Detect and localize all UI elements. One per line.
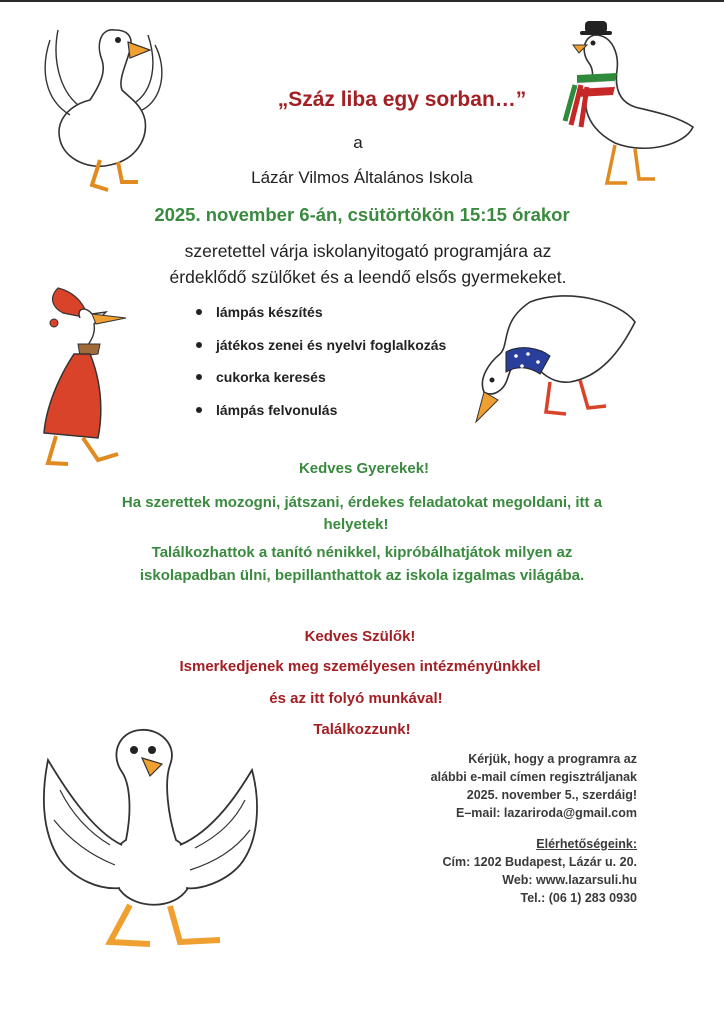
contact-website: Web: www.lazarsuli.hu bbox=[502, 873, 637, 887]
bullet-icon bbox=[196, 342, 202, 348]
goose-illustration-bottom-left bbox=[30, 720, 280, 960]
bullet-icon bbox=[196, 309, 202, 315]
school-name: Lázár Vilmos Általános Iskola bbox=[251, 168, 473, 187]
parents-line-1: Ismerkedjenek meg személyesen intézményünkkel bbox=[179, 658, 541, 675]
parents-greeting: Kedves Szülők! bbox=[304, 628, 416, 645]
kids-paragraph-1-line-2: helyetek! bbox=[323, 516, 389, 533]
bullet-icon bbox=[196, 407, 202, 413]
event-datetime: 2025. november 6-án, csütörtökön 15:15 órakor bbox=[154, 204, 570, 225]
program-item bbox=[196, 302, 446, 335]
contact-address: Cím: 1202 Budapest, Lázár u. 20. bbox=[442, 855, 637, 869]
parents-line-2: és az itt folyó munkával! bbox=[269, 690, 443, 707]
top-border-line bbox=[0, 0, 724, 2]
program-item-label: lámpás készítés bbox=[216, 304, 323, 320]
kids-greeting: Kedves Gyerekek! bbox=[298, 460, 430, 477]
program-item-label: lámpás felvonulás bbox=[216, 401, 338, 418]
kids-paragraph-1-line-1: Ha szerettek mozogni, játszani, érdekes feladatokat megoldani, itt a bbox=[121, 494, 603, 511]
program-item-label: játékos zenei és nyelvi foglalkozás bbox=[216, 336, 447, 353]
registration-line-2: alábbi e-mail címen regisztráljanak bbox=[430, 770, 637, 784]
parents-line-3: Találkozzunk! bbox=[313, 721, 411, 738]
kids-paragraph-2-line-1: Találkozhattok a tanító nénikkel, kipróbálhatjátok milyen az bbox=[151, 544, 573, 561]
goose-illustration-blue-bow bbox=[470, 282, 650, 442]
event-title: „Száz liba egy sorban…” bbox=[277, 88, 527, 111]
program-item bbox=[196, 367, 446, 400]
registration-line-1: Kérjük, hogy a programra az bbox=[468, 752, 637, 766]
goose-illustration-red-coat bbox=[28, 278, 138, 473]
contacts-heading: Elérhetőségeink: bbox=[536, 837, 637, 851]
program-item bbox=[196, 335, 446, 368]
program-list bbox=[196, 302, 446, 432]
contact-phone: Tel.: (06 1) 283 0930 bbox=[520, 891, 637, 905]
invitation-line-1: szeretettel várja iskolanyitogató programjára az bbox=[184, 241, 552, 261]
registration-deadline: 2025. november 5., szerdáig! bbox=[466, 788, 637, 802]
bullet-icon bbox=[196, 374, 202, 380]
invitation-line-2: érdeklődő szülőket és a leendő elsős gyermekeket. bbox=[169, 267, 567, 287]
program-item bbox=[196, 400, 446, 433]
kids-paragraph-2-line-2: iskolapadban ülni, bepillanthattok az iskola izgalmas világába. bbox=[139, 567, 585, 584]
conjunction-text: a bbox=[353, 133, 363, 152]
program-item-label: cukorka keresés bbox=[216, 369, 326, 385]
registration-email: E–mail: lazariroda@gmail.com bbox=[456, 806, 637, 820]
